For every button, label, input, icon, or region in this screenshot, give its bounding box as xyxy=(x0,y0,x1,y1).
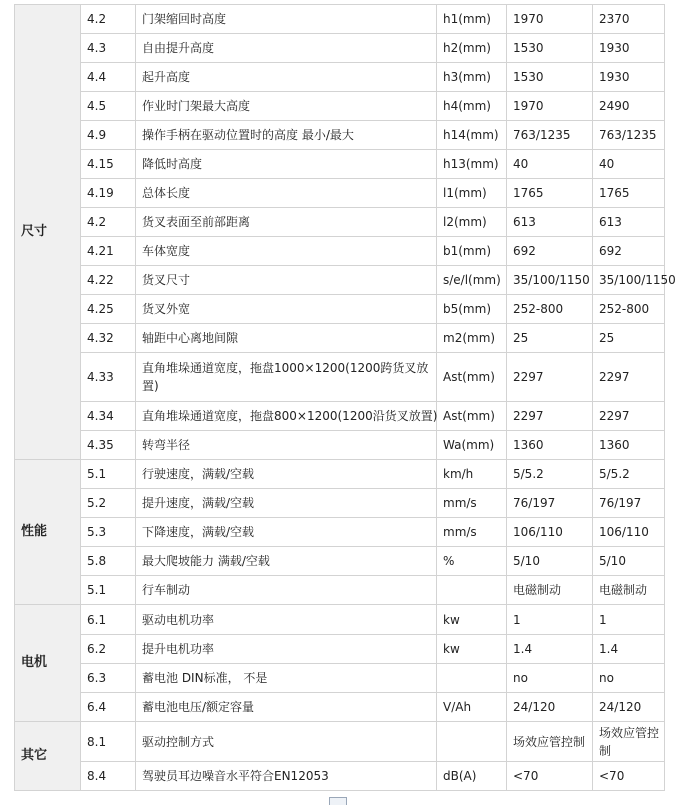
item-name: 货叉尺寸 xyxy=(136,266,437,295)
item-number: 5.3 xyxy=(81,518,136,547)
item-name: 提升速度，满载/空载 xyxy=(136,489,437,518)
item-symbol: kw xyxy=(437,605,507,635)
value-model-1: 106/110 xyxy=(507,518,593,547)
value-model-1: 1970 xyxy=(507,92,593,121)
item-symbol: mm/s xyxy=(437,518,507,547)
item-name: 提升电机功率 xyxy=(136,635,437,664)
value-model-1: 5/5.2 xyxy=(507,460,593,489)
value-model-2: 692 xyxy=(593,237,665,266)
value-model-1: 1 xyxy=(507,605,593,635)
table-row xyxy=(15,353,665,402)
item-symbol: h4(mm) xyxy=(437,92,507,121)
table-row xyxy=(15,34,665,63)
item-number: 4.32 xyxy=(81,324,136,353)
item-number: 6.4 xyxy=(81,693,136,722)
item-name: 直角堆垛通道宽度，拖盘800×1200(1200沿货叉放置) xyxy=(136,402,437,431)
item-number: 5.1 xyxy=(81,460,136,489)
value-model-1: 2297 xyxy=(507,402,593,431)
value-model-2: 5/5.2 xyxy=(593,460,665,489)
value-model-2: 电磁制动 xyxy=(593,576,665,605)
value-model-2: 1765 xyxy=(593,179,665,208)
item-name: 门架缩回时高度 xyxy=(136,5,437,34)
value-model-1: 252-800 xyxy=(507,295,593,324)
item-name: 货叉表面至前部距离 xyxy=(136,208,437,237)
item-name: 行驶速度，满载/空载 xyxy=(136,460,437,489)
table-row xyxy=(15,121,665,150)
value-model-2: 场效应管控制 xyxy=(593,722,665,762)
value-model-1: 76/197 xyxy=(507,489,593,518)
value-model-1: no xyxy=(507,664,593,693)
item-symbol: dB(A) xyxy=(437,762,507,791)
item-number: 4.9 xyxy=(81,121,136,150)
value-model-1: 场效应管控制 xyxy=(507,722,593,762)
item-symbol: h3(mm) xyxy=(437,63,507,92)
page-icon xyxy=(329,797,347,805)
item-number: 8.4 xyxy=(81,762,136,791)
item-name: 货叉外宽 xyxy=(136,295,437,324)
section-label: 尺寸 xyxy=(15,5,81,460)
spec-table xyxy=(14,4,676,791)
item-symbol: h14(mm) xyxy=(437,121,507,150)
item-symbol: b1(mm) xyxy=(437,237,507,266)
table-row xyxy=(15,664,665,693)
item-name: 蓄电池电压/额定容量 xyxy=(136,693,437,722)
item-symbol: Ast(mm) xyxy=(437,353,507,402)
value-model-2: 1.4 xyxy=(593,635,665,664)
table-row xyxy=(15,576,665,605)
item-symbol: km/h xyxy=(437,460,507,489)
value-model-2: 252-800 xyxy=(593,295,665,324)
table-row xyxy=(15,208,665,237)
value-model-1: 35/100/1150 xyxy=(507,266,593,295)
item-name: 自由提升高度 xyxy=(136,34,437,63)
item-symbol xyxy=(437,664,507,693)
item-number: 4.25 xyxy=(81,295,136,324)
item-name: 最大爬坡能力 满载/空载 xyxy=(136,547,437,576)
value-model-2: 2297 xyxy=(593,402,665,431)
value-model-2: 1930 xyxy=(593,34,665,63)
item-name: 转弯半径 xyxy=(136,431,437,460)
value-model-2: <70 xyxy=(593,762,665,791)
value-model-1: 2297 xyxy=(507,353,593,402)
item-symbol: b5(mm) xyxy=(437,295,507,324)
item-symbol xyxy=(437,722,507,762)
table-row xyxy=(15,518,665,547)
value-model-1: 1360 xyxy=(507,431,593,460)
table-row xyxy=(15,489,665,518)
section-label: 性能 xyxy=(15,460,81,605)
item-symbol: mm/s xyxy=(437,489,507,518)
item-symbol: kw xyxy=(437,635,507,664)
item-number: 5.8 xyxy=(81,547,136,576)
item-name: 降低时高度 xyxy=(136,150,437,179)
value-model-2: 40 xyxy=(593,150,665,179)
value-model-2: 106/110 xyxy=(593,518,665,547)
item-name: 驱动控制方式 xyxy=(136,722,437,762)
value-model-2: 2490 xyxy=(593,92,665,121)
table-row xyxy=(15,63,665,92)
item-symbol: h13(mm) xyxy=(437,150,507,179)
item-symbol xyxy=(437,576,507,605)
table-row xyxy=(15,722,665,762)
item-number: 4.2 xyxy=(81,208,136,237)
table-row xyxy=(15,635,665,664)
item-number: 4.19 xyxy=(81,179,136,208)
item-number: 4.35 xyxy=(81,431,136,460)
value-model-1: 763/1235 xyxy=(507,121,593,150)
table-row xyxy=(15,237,665,266)
table-row xyxy=(15,92,665,121)
item-name: 驾驶员耳边噪音水平符合EN12053 xyxy=(136,762,437,791)
value-model-1: 1970 xyxy=(507,5,593,34)
section-label: 电机 xyxy=(15,605,81,722)
item-symbol: V/Ah xyxy=(437,693,507,722)
value-model-1: 5/10 xyxy=(507,547,593,576)
item-name: 直角堆垛通道宽度，拖盘1000×1200(1200跨货叉放置) xyxy=(136,353,437,402)
item-symbol: h1(mm) xyxy=(437,5,507,34)
value-model-1: 24/120 xyxy=(507,693,593,722)
table-row xyxy=(15,402,665,431)
table-row xyxy=(15,693,665,722)
table-row xyxy=(15,5,665,34)
value-model-1: 40 xyxy=(507,150,593,179)
item-number: 4.15 xyxy=(81,150,136,179)
value-model-2: 1 xyxy=(593,605,665,635)
table-row xyxy=(15,605,665,635)
item-number: 4.4 xyxy=(81,63,136,92)
value-model-1: 613 xyxy=(507,208,593,237)
value-model-2: no xyxy=(593,664,665,693)
value-model-2: 24/120 xyxy=(593,693,665,722)
item-number: 4.34 xyxy=(81,402,136,431)
item-name: 行车制动 xyxy=(136,576,437,605)
item-symbol: h2(mm) xyxy=(437,34,507,63)
item-name: 下降速度，满载/空载 xyxy=(136,518,437,547)
item-number: 4.22 xyxy=(81,266,136,295)
value-model-1: 25 xyxy=(507,324,593,353)
item-number: 5.2 xyxy=(81,489,136,518)
table-row xyxy=(15,266,665,295)
value-model-1: 1.4 xyxy=(507,635,593,664)
item-name: 起升高度 xyxy=(136,63,437,92)
item-number: 4.5 xyxy=(81,92,136,121)
item-number: 4.3 xyxy=(81,34,136,63)
table-row xyxy=(15,150,665,179)
table-row xyxy=(15,324,665,353)
value-model-2: 5/10 xyxy=(593,547,665,576)
item-symbol: Wa(mm) xyxy=(437,431,507,460)
table-row xyxy=(15,431,665,460)
item-symbol: % xyxy=(437,547,507,576)
table-row xyxy=(15,460,665,489)
value-model-2: 25 xyxy=(593,324,665,353)
item-name: 蓄电池 DIN标准， 不是 xyxy=(136,664,437,693)
item-number: 6.3 xyxy=(81,664,136,693)
value-model-2: 35/100/1150 xyxy=(593,266,665,295)
section-label: 其它 xyxy=(15,722,81,791)
value-model-1: 1530 xyxy=(507,34,593,63)
table-row xyxy=(15,547,665,576)
table-row xyxy=(15,762,665,791)
value-model-1: 1530 xyxy=(507,63,593,92)
value-model-2: 763/1235 xyxy=(593,121,665,150)
value-model-2: 76/197 xyxy=(593,489,665,518)
item-name: 车体宽度 xyxy=(136,237,437,266)
item-name: 作业时门架最大高度 xyxy=(136,92,437,121)
item-number: 4.33 xyxy=(81,353,136,402)
item-name: 总体长度 xyxy=(136,179,437,208)
item-symbol: l2(mm) xyxy=(437,208,507,237)
value-model-1: 692 xyxy=(507,237,593,266)
value-model-1: 电磁制动 xyxy=(507,576,593,605)
item-symbol: m2(mm) xyxy=(437,324,507,353)
item-number: 5.1 xyxy=(81,576,136,605)
value-model-2: 1360 xyxy=(593,431,665,460)
item-number: 8.1 xyxy=(81,722,136,762)
value-model-2: 2297 xyxy=(593,353,665,402)
value-model-2: 2370 xyxy=(593,5,665,34)
table-row xyxy=(15,295,665,324)
item-number: 6.1 xyxy=(81,605,136,635)
item-name: 轴距中心离地间隙 xyxy=(136,324,437,353)
item-name: 操作手柄在驱动位置时的高度 最小/最大 xyxy=(136,121,437,150)
table-row xyxy=(15,179,665,208)
item-symbol: s/e/l(mm) xyxy=(437,266,507,295)
item-number: 4.2 xyxy=(81,5,136,34)
value-model-1: <70 xyxy=(507,762,593,791)
value-model-2: 1930 xyxy=(593,63,665,92)
item-symbol: l1(mm) xyxy=(437,179,507,208)
value-model-1: 1765 xyxy=(507,179,593,208)
item-number: 4.21 xyxy=(81,237,136,266)
item-number: 6.2 xyxy=(81,635,136,664)
value-model-2: 613 xyxy=(593,208,665,237)
item-name: 驱动电机功率 xyxy=(136,605,437,635)
item-symbol: Ast(mm) xyxy=(437,402,507,431)
